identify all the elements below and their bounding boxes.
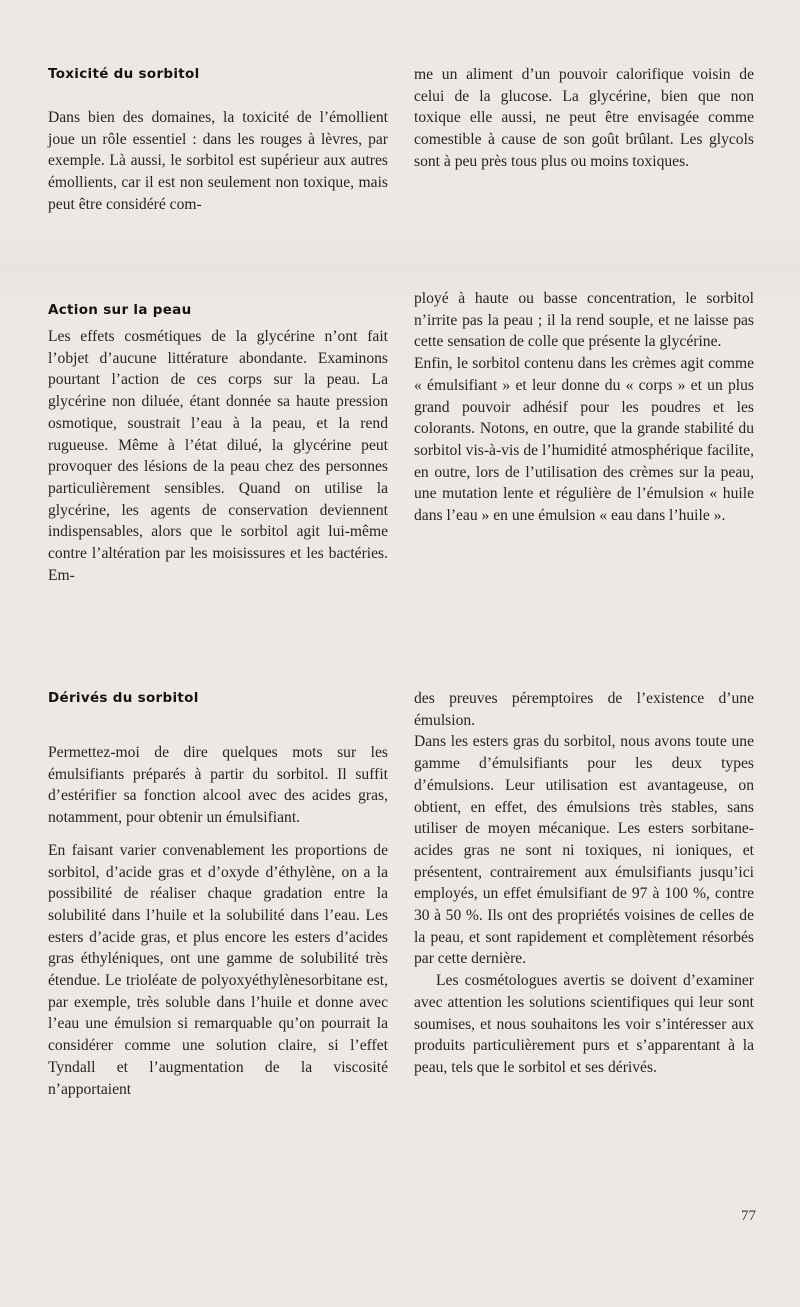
section-heading: Action sur la peau [48, 302, 192, 318]
section-heading: Dérivés du sorbitol [48, 690, 199, 706]
paragraph: En faisant varier convenablement les proportions de sorbitol, d’acide gras et d’oxyde d’éthylène, on a la possibilité de réaliser chaque gradation entre la solubilité dans l’huile et la solubilité dans l’eau. Les esters d’acide gras, et plus encore les esters d’acides gras éthyléniques, ont une gamme de solubilité très étendue. Le trioléate de polyoxyéthylènesorbitane est, par exemple, très soluble dans l’huile et donne avec l’eau une émulsion si remarquable qu’on pourrait la considérer comme une solution claire, si l’effet Tyndall et l’augmentation de la viscosité n’apportaient [48, 841, 388, 1098]
paragraph: Permettez-moi de dire quelques mots sur les émulsifiants préparés à partir du sorbitol. Il suffit d’estérifier sa fonction alcool avec des acides gras, notamment, pour obtenir un émulsifiant. [48, 744, 388, 827]
paragraph: des preuves péremptoires de l’existence d’une émulsion. [414, 690, 754, 729]
paragraph: Les effets cosmétiques de la glycérine n’ont fait l’objet d’aucune littérature abondante. Examinons pourtant l’action de ces corps sur la peau. La glycérine non diluée, étant donnée sa haute pression osmotique, soustrait l’eau à la peau, et la rend rugueuse. Même à l’état dilué, la glycérine peut provoquer des lésions de la peau chez des personnes particulièrement sensibles. Quand on utilise la glycérine, les agents de conservation deviennent indispensables, alors que le sorbitol agit lui-même contre l’altération par les moisissures et les bactéries. Em- [48, 328, 388, 584]
section-derives-right-column [414, 688, 754, 1079]
section-action-peau-right-column [414, 288, 754, 527]
paragraph: me un aliment d’un pouvoir calorifique voisin de celui de la glucose. La glycérine, bien que non toxique elle aussi, ne peut être envisagée comme comestible à cause de son goût brûlant. Les glycols sont à peu près tous plus ou moins toxiques. [414, 66, 754, 170]
paragraph: Dans les esters gras du sorbitol, nous avons toute une gamme d’émulsifiants pour les deux types d’émulsions. Leur utilisation est avantageuse, on obtient, en effet, des émulsions très stables, sans utiliser de moyen mécanique. Les esters sorbitane-acides gras ne sont ni toxiques, ni ioniques, et présentent, contrairement aux émulsifiants jusqu’ici employés, un effet émulsifiant de 97 à 100 %, contre 30 à 50 %. Ils ont des propriétés voisines de celles de la peau, et sont rapidement et complètement résorbés par cette dernière. [414, 733, 754, 968]
paragraph: Les cosmétologues avertis se doivent d’examiner avec attention les solutions scientifiques qui leur sont soumises, et nous souhaitons les voir s’intéresser aux produits particulièrement purs et s’apparentant à la peau, tels que le sorbitol et ses dérivés. [414, 972, 754, 1076]
section-toxicite-right-column [414, 64, 754, 173]
page-number: 77 [741, 1208, 756, 1224]
section-toxicite-left-column [48, 64, 388, 216]
paragraph: Enfin, le sorbitol contenu dans les crèmes agit comme « émulsifiant » et leur donne du « corps » et un plus grand pouvoir adhésif pour les poudres et les colorants. Notons, en outre, que la grande stabilité du sorbitol vis-à-vis de l’humidité atmosphérique facilite, en outre, lors de l’utilisation des crèmes sur la peau, une mutation lente et régulière de l’émulsion « huile dans l’eau » en une émulsion « eau dans l’huile ». [414, 355, 754, 525]
section-derives-left-column [48, 688, 388, 1100]
paragraph: Dans bien des domaines, la toxicité de l’émollient joue un rôle essentiel : dans les rouges à lèvres, par exemple. Là aussi, le sorbitol est supérieur aux autres émollients, car il est non seulement non toxique, mais peut être considéré com- [48, 109, 388, 213]
paragraph: ployé à haute ou basse concentration, le sorbitol n’irrite pas la peau ; il la rend souple, et ne laisse pas cette sensation de colle que présente la glycérine. [414, 290, 754, 351]
section-heading: Toxicité du sorbitol [48, 66, 200, 82]
show-through-band [0, 236, 800, 296]
section-action-peau-left-column [48, 300, 388, 586]
